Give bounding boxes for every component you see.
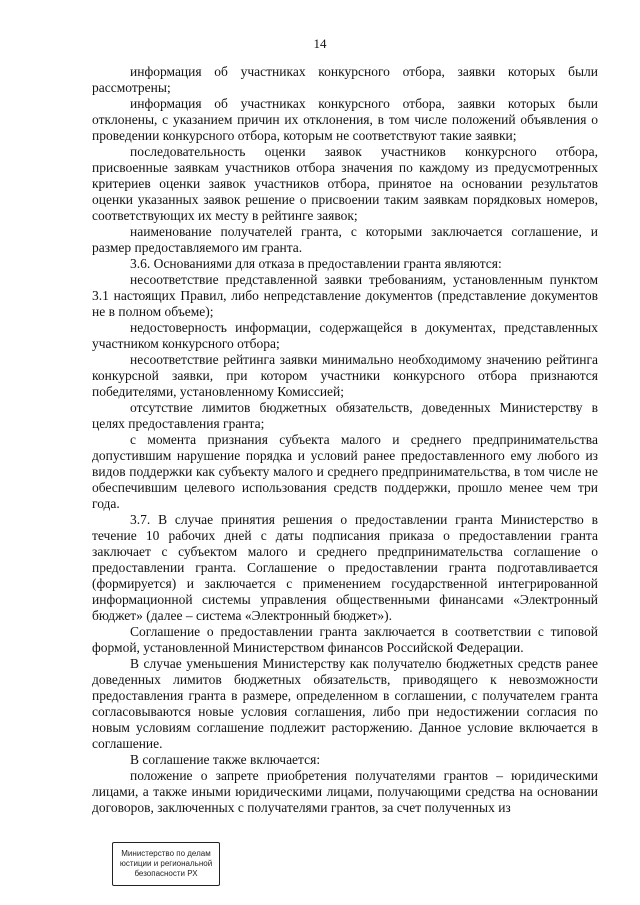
paragraph-nonconformity: несоответствие представленной заявки требованиям, установленным пунктом 3.1 настоящих Правил, либо непредставление документов (представление документов не в полном объеме); [92,272,598,319]
paragraph-rating: несоответствие рейтинга заявки минимально необходимому значению рейтинга конкурсной заявки, при котором участники конкурсного отбора признаются победителями, установленному Комиссией; [92,352,598,399]
paragraph-violation: с момента признания субъекта малого и среднего предпринимательства допустившим нарушение порядка и условий ранее предоставленного ему любого из видов поддержки как субъекту малого и среднего предпринимательства, в том числе не обеспечившим целевого использования средств поддержки, прошло менее чем три года. [92,432,598,511]
stamp-line-3: безопасности РХ [134,869,198,878]
paragraph-also-included: В соглашение также включается: [130,752,321,767]
paragraph-info-rejected: информация об участниках конкурсного отбора, заявки которых были отклонены, с указанием причин их отклонения, в том числе положений объявления о проведении конкурсного отбора, которым не соответствуют такие заявки; [92,96,598,143]
paragraph-info-reviewed: информация об участниках конкурсного отбора, заявки которых были рассмотрены; [92,64,598,95]
ministry-stamp [112,842,220,886]
document-body [92,64,598,816]
paragraph-evaluation-sequence: последовательность оценки заявок участников конкурсного отбора, присвоенные заявкам участников отбора значения по каждому из предусмотренных критериев оценки заявок участников отбора, принятое на основании результатов оценки указанных заявок решение о присвоении таким заявкам порядковых номеров, соответствующих их месту в рейтинге заявок; [92,144,598,223]
stamp-line-1: Министерство по делам [121,849,211,858]
paragraph-limit-reduction: В случае уменьшения Министерству как получателю бюджетных средств ранее доведенных лимитов бюджетных обязательств, приводящего к невозможности предоставления гранта в размере, определенном в соглашении, с получателем гранта согласовываются новые условия соглашения, либо при недостижении согласия по новым условиям соглашение подлежит расторжению. Данное условие включается в соглашение. [92,656,598,751]
paragraph-standard-form: Соглашение о предоставлении гранта заключается в соответствии с типовой формой, установленной Министерством финансов Российской Федерации. [92,624,598,655]
page-number: 14 [313,36,327,51]
stamp-line-2: юстиции и региональной [119,859,213,868]
paragraph-section-3-6: 3.6. Основаниями для отказа в предоставлении гранта являются: [130,256,502,271]
paragraph-section-3-7: 3.7. В случае принятия решения о предоставлении гранта Министерство в течение 10 рабочих дней с даты подписания приказа о предоставлении гранта заключает с субъектом малого и среднего предпринимательства соглашение о предоставлении гранта. Соглашение о предоставлении гранта подготавливается (формируется) и заключается с применением государственной интегрированной информационной системы управления общественными финансами «Электронный бюджет» (далее – система «Электронный бюджет»). [92,512,598,623]
paragraph-inaccuracy: недостоверность информации, содержащейся в документах, представленных участником конкурсного отбора; [92,320,598,351]
paragraph-prohibition: положение о запрете приобретения получателями грантов – юридическими лицами, а также иными юридическими лицами, получающими средства на основании договоров, заключенных с получателями грантов, за счет полученных из [92,768,598,815]
paragraph-grant-recipients: наименование получателей гранта, с которыми заключается соглашение, и размер предоставляемого им гранта. [92,224,598,255]
paragraph-budget-limits: отсутствие лимитов бюджетных обязательств, доведенных Министерству в целях предоставления гранта; [92,400,598,431]
